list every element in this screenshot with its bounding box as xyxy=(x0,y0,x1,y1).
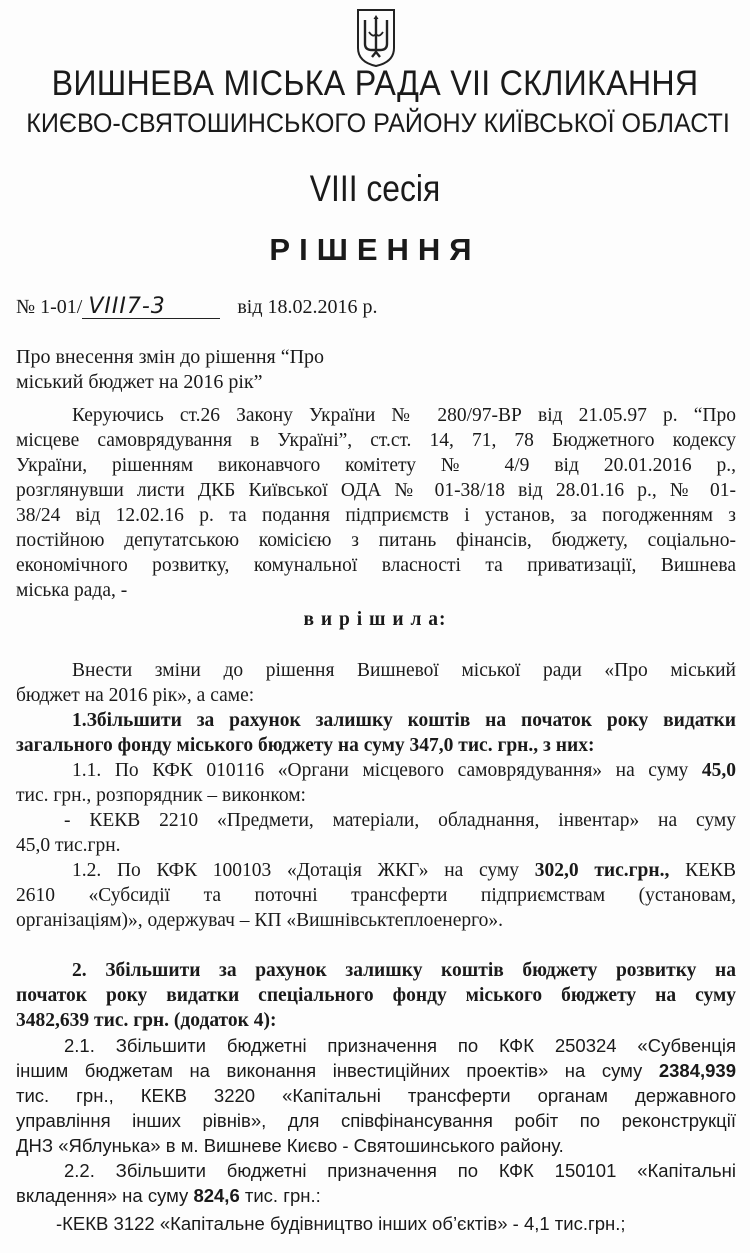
text-line: -КЕКВ 3122 «Капітальне будівництво інших об’єктів» - 4,1 тис.грн.; xyxy=(56,1213,626,1234)
amount: 302,0 тис.грн., xyxy=(534,860,670,881)
text-line: України, рішенням виконавчого комітету № 4/9 від 20.01.2016 р., xyxy=(16,455,736,476)
item-1-heading xyxy=(16,708,736,758)
text-line: Внести зміни до рішення Вишневої міської ради «Про міський xyxy=(72,660,736,681)
text-line: Керуючись ст.26 Закону України № 280/97-ВР від 21.05.97 р. “Про xyxy=(72,405,736,426)
resolved-heading: в и р і ш и л а: xyxy=(303,609,447,630)
text-line: 1.1. По КФК 010116 «Органи місцевого самоврядування» на суму 45,0 xyxy=(72,760,736,781)
district-title: КИЄВО-СВЯТОШИНСЬКОГО РАЙОНУ КИЇВСЬКОЇ ОБЛАСТІ xyxy=(26,108,730,138)
item-1-1 xyxy=(16,758,736,858)
text-line: 3482,639 тис. грн. (додаток 4): xyxy=(16,1010,277,1031)
subject-line: міський бюджет на 2016 рік” xyxy=(16,371,263,393)
text-line: загального фонду міського бюджету на суму 347,0 тис. грн., з них: xyxy=(16,735,595,756)
text-line: постійною депутатською комісією з питань фінансів, бюджету, соціально- xyxy=(16,530,736,551)
text-line: 1.2. По КФК 100103 «Дотація ЖКГ» на суму 302,0 тис.грн., КЕКВ xyxy=(72,860,737,881)
intro-paragraph xyxy=(16,658,736,708)
text-line: бюджет на 2016 рік», а саме: xyxy=(16,685,255,706)
handwritten-number: VIII7-3 xyxy=(82,296,220,319)
text-line: 2.2. Збільшити бюджетні призначення по КФК 150101 «Капітальні xyxy=(64,1160,736,1181)
text-line: 2610 «Субсидії та поточні трансферти підприємствам (установам, xyxy=(16,885,736,906)
text-line: 45,0 тис.грн. xyxy=(16,835,121,856)
text-line: місцеве самоврядування в Україні”, ст.ст. 14, 71, 78 Бюджетного кодексу xyxy=(16,430,736,451)
text-line: 38/24 від 12.02.16 р. та подання підприємств і установ, за погодженням з xyxy=(16,505,736,526)
text-line: управління інших рівнів», для співфінансування робіт по реконструкції xyxy=(16,1110,736,1131)
text-line: 2. Збільшити за рахунок залишку коштів бюджету розвитку на xyxy=(72,960,736,981)
text-line: тис. грн., КЕКВ 3220 «Капітальні трансферти органам державного xyxy=(16,1085,736,1106)
coat-of-arms-icon xyxy=(355,8,397,68)
text-line: розглянувши листи ДКБ Київської ОДА № 01-38/18 від 28.01.16 р., № 01- xyxy=(16,480,736,501)
item-2-heading xyxy=(16,958,736,1033)
text-line: тис. грн., розпорядник – виконком: xyxy=(16,785,306,806)
text-line: ДНЗ «Яблунька» в м. Вишневе Києво - Святошинського району. xyxy=(16,1135,564,1156)
amount: 824,6 xyxy=(193,1185,240,1206)
session-title: VIII сесія xyxy=(309,168,441,209)
item-1-2 xyxy=(16,858,736,933)
text-line: іншим бюджетам на виконання інвестиційних проектів» на суму 2384,939 xyxy=(16,1060,736,1081)
amount: 2384,939 xyxy=(658,1060,736,1081)
text-line: 2.1. Збільшити бюджетні призначення по КФК 250324 «Субвенція xyxy=(64,1035,736,1056)
council-title: ВИШНЕВА МІСЬКА РАДА VII СКЛИКАННЯ xyxy=(51,64,699,103)
document-type-title: РІШЕННЯ xyxy=(269,232,481,267)
text-line: економічного розвитку, комунальної власності та приватизації, Вишнева xyxy=(16,555,736,576)
text-line: 1.Збільшити за рахунок залишку коштів на початок року видатки xyxy=(72,710,736,731)
text-line: вкладення» на суму 824,6 тис. грн.: xyxy=(16,1185,321,1206)
text-line: - КЕКВ 2210 «Предмети, матеріали, обладнання, інвентар» на суму xyxy=(64,810,736,831)
item-2-2 xyxy=(16,1158,736,1236)
text-line: міська рада, - xyxy=(16,580,128,601)
decision-date: 18.02.2016 р. xyxy=(267,296,378,318)
preamble-paragraph xyxy=(16,403,736,603)
decision-number-prefix: № 1-01/ xyxy=(16,296,83,318)
item-2-1 xyxy=(16,1033,736,1158)
amount: 45,0 xyxy=(701,760,736,781)
date-label: від xyxy=(237,296,263,318)
text-line: організаціям)», одержувач – КП «Вишнівськтеплоенерго». xyxy=(16,910,503,931)
decision-subject xyxy=(16,345,324,395)
text-line: початок року видатки спеціального фонду міського бюджету на суму xyxy=(16,985,736,1006)
decision-number-line xyxy=(16,296,378,319)
subject-line: Про внесення змін до рішення “Про xyxy=(16,346,325,368)
